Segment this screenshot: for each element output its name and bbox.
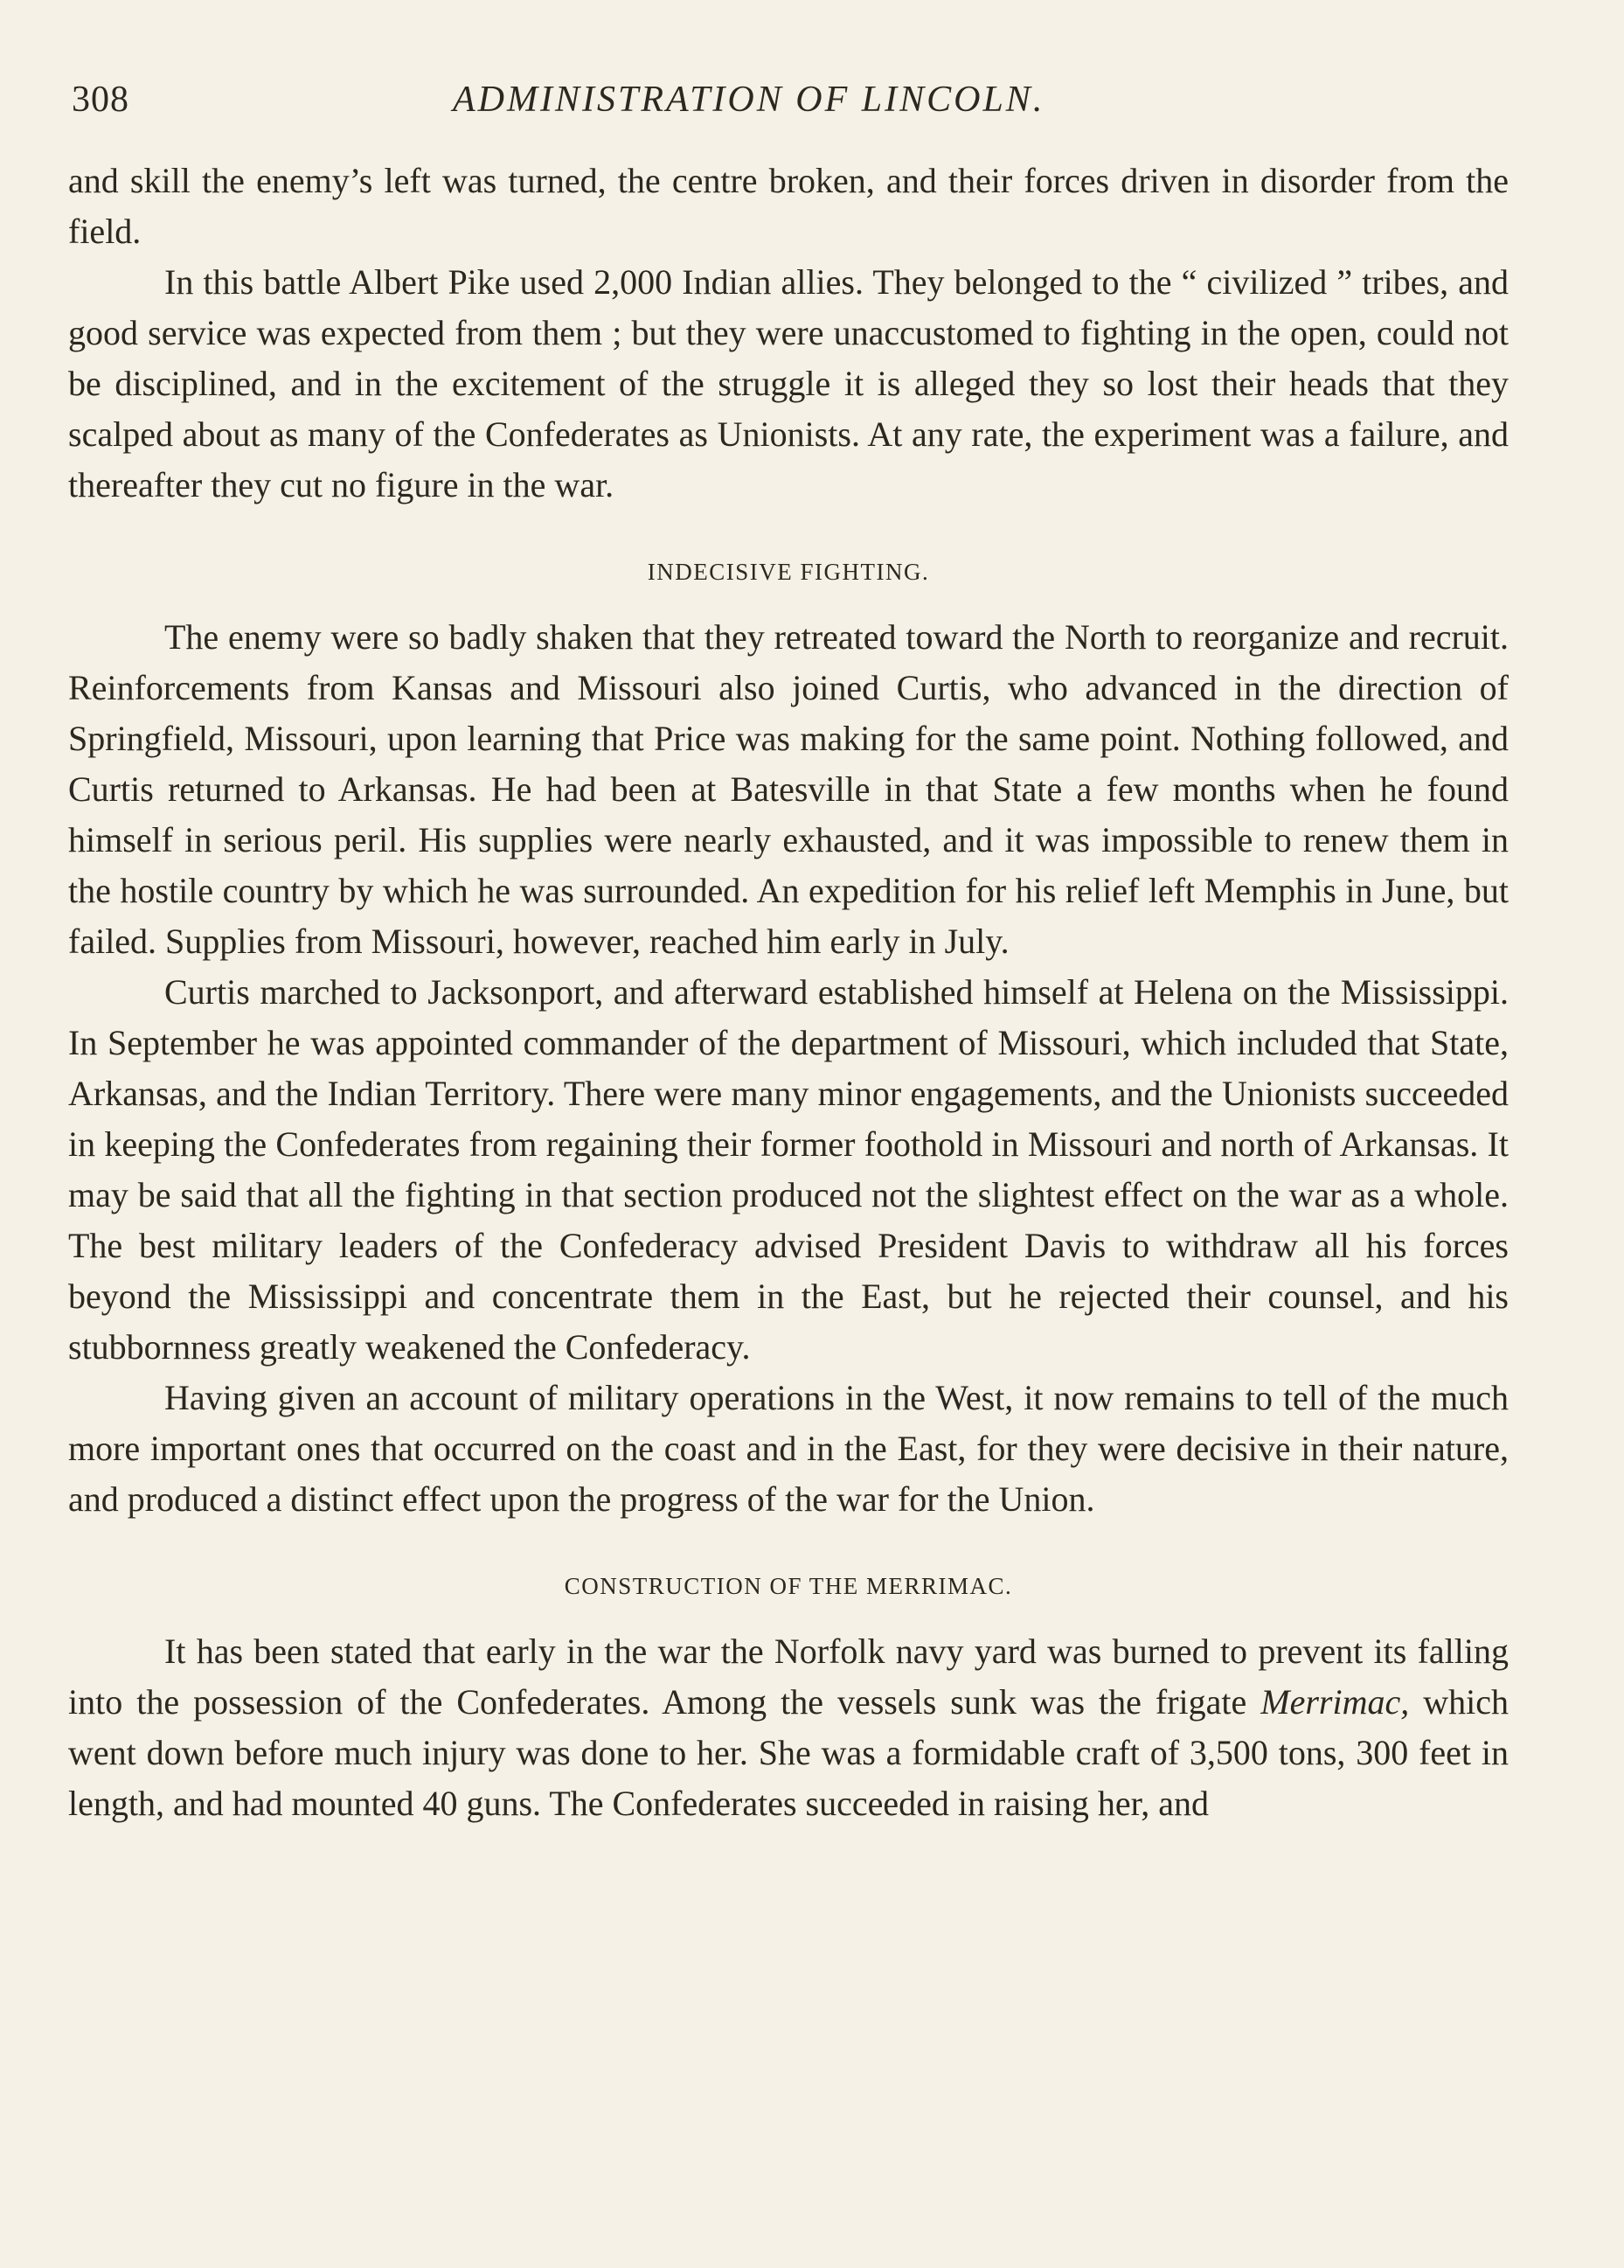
page-number: 308 [72, 80, 129, 120]
paragraph-6-part-1: It has been stated that early in the war the Norfolk navy yard was burned to prevent its falling into the possession of the Confederates. Among the vessels sunk was the frigate [68, 1631, 1509, 1722]
running-head [68, 79, 1509, 131]
section-heading-construction-merrimac: CONSTRUCTION OF THE MERRIMAC. [564, 1573, 1013, 1599]
paragraph-6 [68, 1626, 1509, 1829]
ship-name-merrimac: Merrimac, [1260, 1682, 1410, 1722]
paragraph-6-part-2: which went down before much injury was done to her. She was a formidable craft of 3,500 tons, 300 feet in length, and had mounted 40 guns. The Confederates succeeded in raising her, and [68, 1682, 1509, 1823]
body-text [68, 156, 1509, 1829]
paragraph-4: Curtis marched to Jacksonport, and afterward established himself at Helena on the Mississippi. In September he was appointed commander of the department of Missouri, which included that State, Arkansas, and the Indian Territory. There were many minor engagements, and the Unionists succeeded in keeping the Confederates from regaining their former foothold in Missouri and north of Arkansas. It may be said that all the fighting in that section produced not the slightest effect on the war as a whole. The best military leaders of the Confederacy advised President Davis to withdraw all his forces beyond the Mississippi and concentrate them in the East, but he rejected their counsel, and his stubbornness greatly weakened the Confederacy. [68, 972, 1509, 1367]
section-heading-indecisive-fighting: INDECISIVE FIGHTING. [647, 559, 930, 585]
paragraph-2: In this battle Albert Pike used 2,000 Indian allies. They belonged to the “ civilized ” tribes, and good service was expected from them ; but they were unaccustomed to fighting in the open, could not be disciplined, and in the excitement of the struggle it is alleged they so lost their heads that they scalped about as many of the Confederates as Unionists. At any rate, the experiment was a failure, and thereafter they cut no figure in the war. [68, 262, 1509, 504]
paragraph-3: The enemy were so badly shaken that they retreated toward the North to reorganize and recruit. Reinforcements from Kansas and Missouri also joined Curtis, who advanced in the direction of Springfield, Missouri, upon learning that Price was making for the same point. Nothing followed, and Curtis returned to Arkansas. He had been at Batesville in that State a few months when he found himself in serious peril. His supplies were nearly exhausted, and it was impossible to renew them in the hostile country by which he was surrounded. An expedition for his relief left Memphis in June, but failed. Supplies from Missouri, however, reached him early in July. [68, 617, 1509, 961]
paragraph-1: and skill the enemy’s left was turned, the centre broken, and their forces driven in disorder from the field. [68, 161, 1509, 251]
paragraph-5: Having given an account of military operations in the West, it now remains to tell of the much more important ones that occurred on the coast and in the East, for they were decisive in their nature, and produced a distinct effect upon the progress of the war for the Union. [68, 1378, 1509, 1519]
running-title: ADMINISTRATION OF LINCOLN. [453, 80, 1045, 120]
